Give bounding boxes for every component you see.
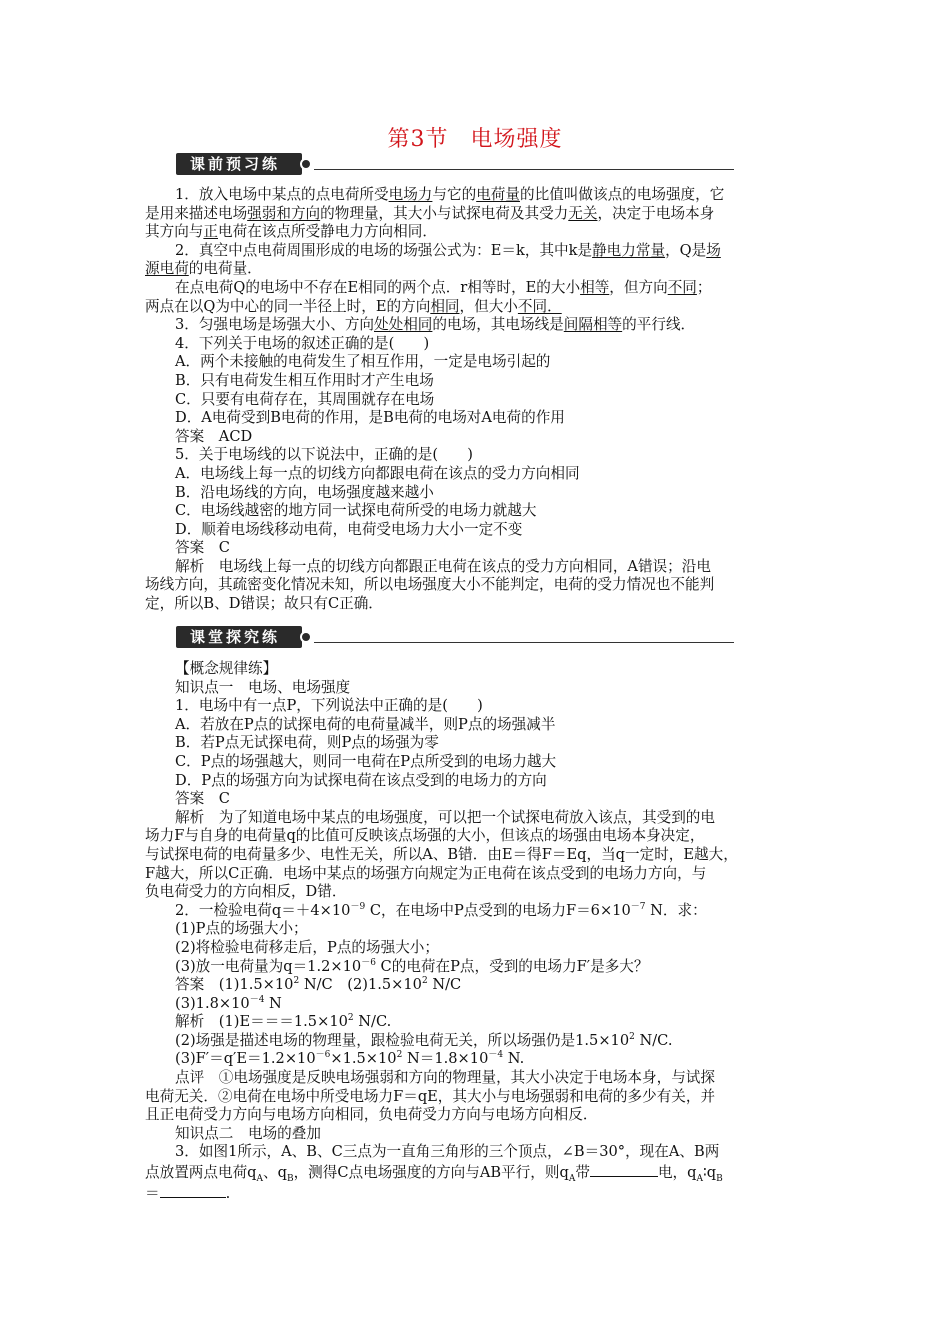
question-stem: 5．关于电场线的以下说法中，正确的是( ) (175, 446, 473, 464)
section-number: 第3节 (387, 127, 449, 152)
option: D．P点的场强方向为试探电荷在该点受到的电场力的方向 (175, 771, 547, 789)
question-stem: 3．如图1所示，A、B、C三点为一直角三角形的三个顶点，∠B＝30°，现在A、B两 (175, 1143, 720, 1161)
explanation: 解析 电场线上每一点的切线方向都跟正电荷在该点的受力方向相同，A错误；沿电 (175, 557, 711, 575)
question-stem: 1．电场中有一点P，下列说法中正确的是( ) (175, 697, 483, 715)
question-stem: 4．下列关于电场的叙述正确的是( ) (175, 334, 430, 352)
section-label: 课前预习练 (176, 153, 302, 175)
paragraph: 源电荷的电荷量． (145, 260, 262, 278)
paragraph: 其方向与正电荷在该点所受静电力方向相同． (145, 223, 437, 241)
explanation: 负电荷受力的方向相反，D错． (145, 883, 347, 901)
section-name: 电场强度 (470, 127, 563, 152)
section-label: 课堂探究练 (176, 626, 302, 648)
knowledge-point: 知识点二 电场的叠加 (175, 1124, 321, 1142)
answer: 答案 $(1)1.5\times 10^2$ N/C $(2)1.5\times 10^2$ N/C (175, 976, 462, 994)
sub-question: (3)放一电荷量为$q=1.2\times 10^{-6}$ C的电荷在P点，受到的电场力F′是多大？ (175, 957, 649, 975)
paragraph: 是用来描述电场强弱和方向的物理量，其大小与试探电荷及其受力无关，决定于电场本身 (145, 204, 715, 222)
comment: 电荷无关．②电荷在电场中所受电场力F＝qE，其大小与电场强弱和电荷的多少有关，并 (145, 1087, 716, 1105)
subheading: 【概念规律练】 (175, 660, 278, 677)
knowledge-point: 知识点一 电场、电场强度 (175, 678, 351, 696)
paragraph: 两点在以Q为中心的同一半径上时，E的方向相同，但大小不同． (145, 297, 562, 315)
option: D．A电荷受到B电荷的作用，是B电荷的电场对A电荷的作用 (175, 409, 565, 427)
option: C．电场线越密的地方同一试探电荷所受的电场力就越大 (175, 502, 537, 520)
option: B．若P点无试探电荷，则P点的场强为零 (175, 734, 439, 752)
option: D．顺着电场线移动电荷，电荷受电场力大小一定不变 (175, 520, 523, 538)
question-stem: 点放置两点电荷$q_A$、$q_B$，测得C点电场强度的方向与AB平行，则$q_A$带 电，$q_A∶q_B$ (145, 1164, 723, 1184)
answer: 答案 C (175, 539, 230, 557)
explanation: $(3)F'=q'E=1.2\times 10^{-6}\times 1.5\times 10^2$ $N=1.8\times 10^{-4}$ N. (175, 1050, 525, 1068)
explanation: 定，所以B、D错误；故只有C正确． (145, 595, 383, 613)
preview-content (145, 186, 810, 614)
answer-blank[interactable] (160, 1183, 226, 1198)
explanation: 场线方向，其疏密变化情况未知，所以电场强度大小不能判定，电荷的受力情况也不能判 (145, 576, 715, 594)
paragraph: 1．放入电场中某点的点电荷所受电场力与它的电荷量的比值叫做该点的电场强度，它 (175, 186, 725, 203)
section-header-classroom (176, 626, 576, 650)
answer: 答案 C (175, 790, 230, 808)
explanation: 解析 为了知道电场中某点的电场强度，可以把一个试探电荷放入该点，其受到的电 (175, 808, 715, 826)
option: A．电场线上每一点的切线方向都跟电荷在该点的受力方向相同 (175, 464, 580, 482)
bullet-dot-icon (300, 631, 312, 643)
option: A．若放在P点的试探电荷的电荷量减半，则P点的场强减半 (175, 715, 556, 733)
paragraph: 在点电荷Q的电场中不存在E相同的两个点．r相等时，E的大小相等，但方向不同； (175, 278, 712, 296)
explanation: 与试探电荷的电荷量多少、电性无关，所以A、B错．由E＝得F＝Eq，当q一定时，E越大， (145, 845, 738, 863)
page-title (0, 122, 950, 153)
sub-question: (1)P点的场强大小； (175, 920, 308, 938)
paragraph: 3．匀强电场是场强大小、方向处处相同的电场，其电场线是间隔相等的平行线． (175, 316, 696, 334)
option: C．P点的场强越大，则同一电荷在P点所受到的电场力越大 (175, 752, 557, 770)
bullet-dot-icon (300, 158, 312, 170)
answer: $(3)1.8\times 10^{-4}$ N (175, 994, 282, 1012)
answer-blank[interactable] (590, 1162, 658, 1177)
comment: 点评 ①电场强度是反映电场强弱和方向的物理量，其大小决定于电场本身，与试探 (175, 1069, 715, 1087)
comment: 且正电荷受力方向与电场方向相同，负电荷受力方向与电场方向相反． (145, 1106, 598, 1124)
question-stem: ＝ . (145, 1184, 231, 1202)
option: B．沿电场线的方向，电场强度越来越小 (175, 483, 434, 501)
divider (314, 169, 734, 170)
explanation: F越大，所以C正确．电场中某点的场强方向规定为正电荷在该点受到的电场力方向，与 (145, 864, 707, 882)
divider (314, 642, 734, 643)
sub-question: (2)将检验电荷移走后，P点的场强大小； (175, 938, 439, 956)
answer: 答案 ACD (175, 427, 253, 445)
question-stem: 2．一检验电荷$q=+4\times 10^{-9}$ C，在电场中P点受到的电场力$F=6\times 10^{-7}$ N．求： (175, 901, 707, 919)
option: C．只要有电荷存在，其周围就存在电场 (175, 390, 435, 408)
paragraph: 2．真空中点电荷周围形成的电场的场强公式为：E＝k，其中k是静电力常量，Q是场 (175, 241, 721, 259)
classroom-content (145, 660, 810, 1203)
option: B．只有电荷发生相互作用时才产生电场 (175, 371, 434, 389)
explanation: (2)场强是描述电场的物理量，跟检验电荷无关，所以场强仍是$1.5\times 10^2$ N/C. (175, 1031, 673, 1049)
option: A．两个未接触的电荷发生了相互作用，一定是电场引起的 (175, 353, 551, 371)
section-header-preview (176, 153, 576, 177)
explanation: 场力F与自身的电荷量q的比值可反映该点场强的大小，但该点的场强由电场本身决定， (145, 827, 705, 845)
explanation: 解析 $(1)E===1.5\times 10^2$ N/C. (175, 1013, 392, 1031)
